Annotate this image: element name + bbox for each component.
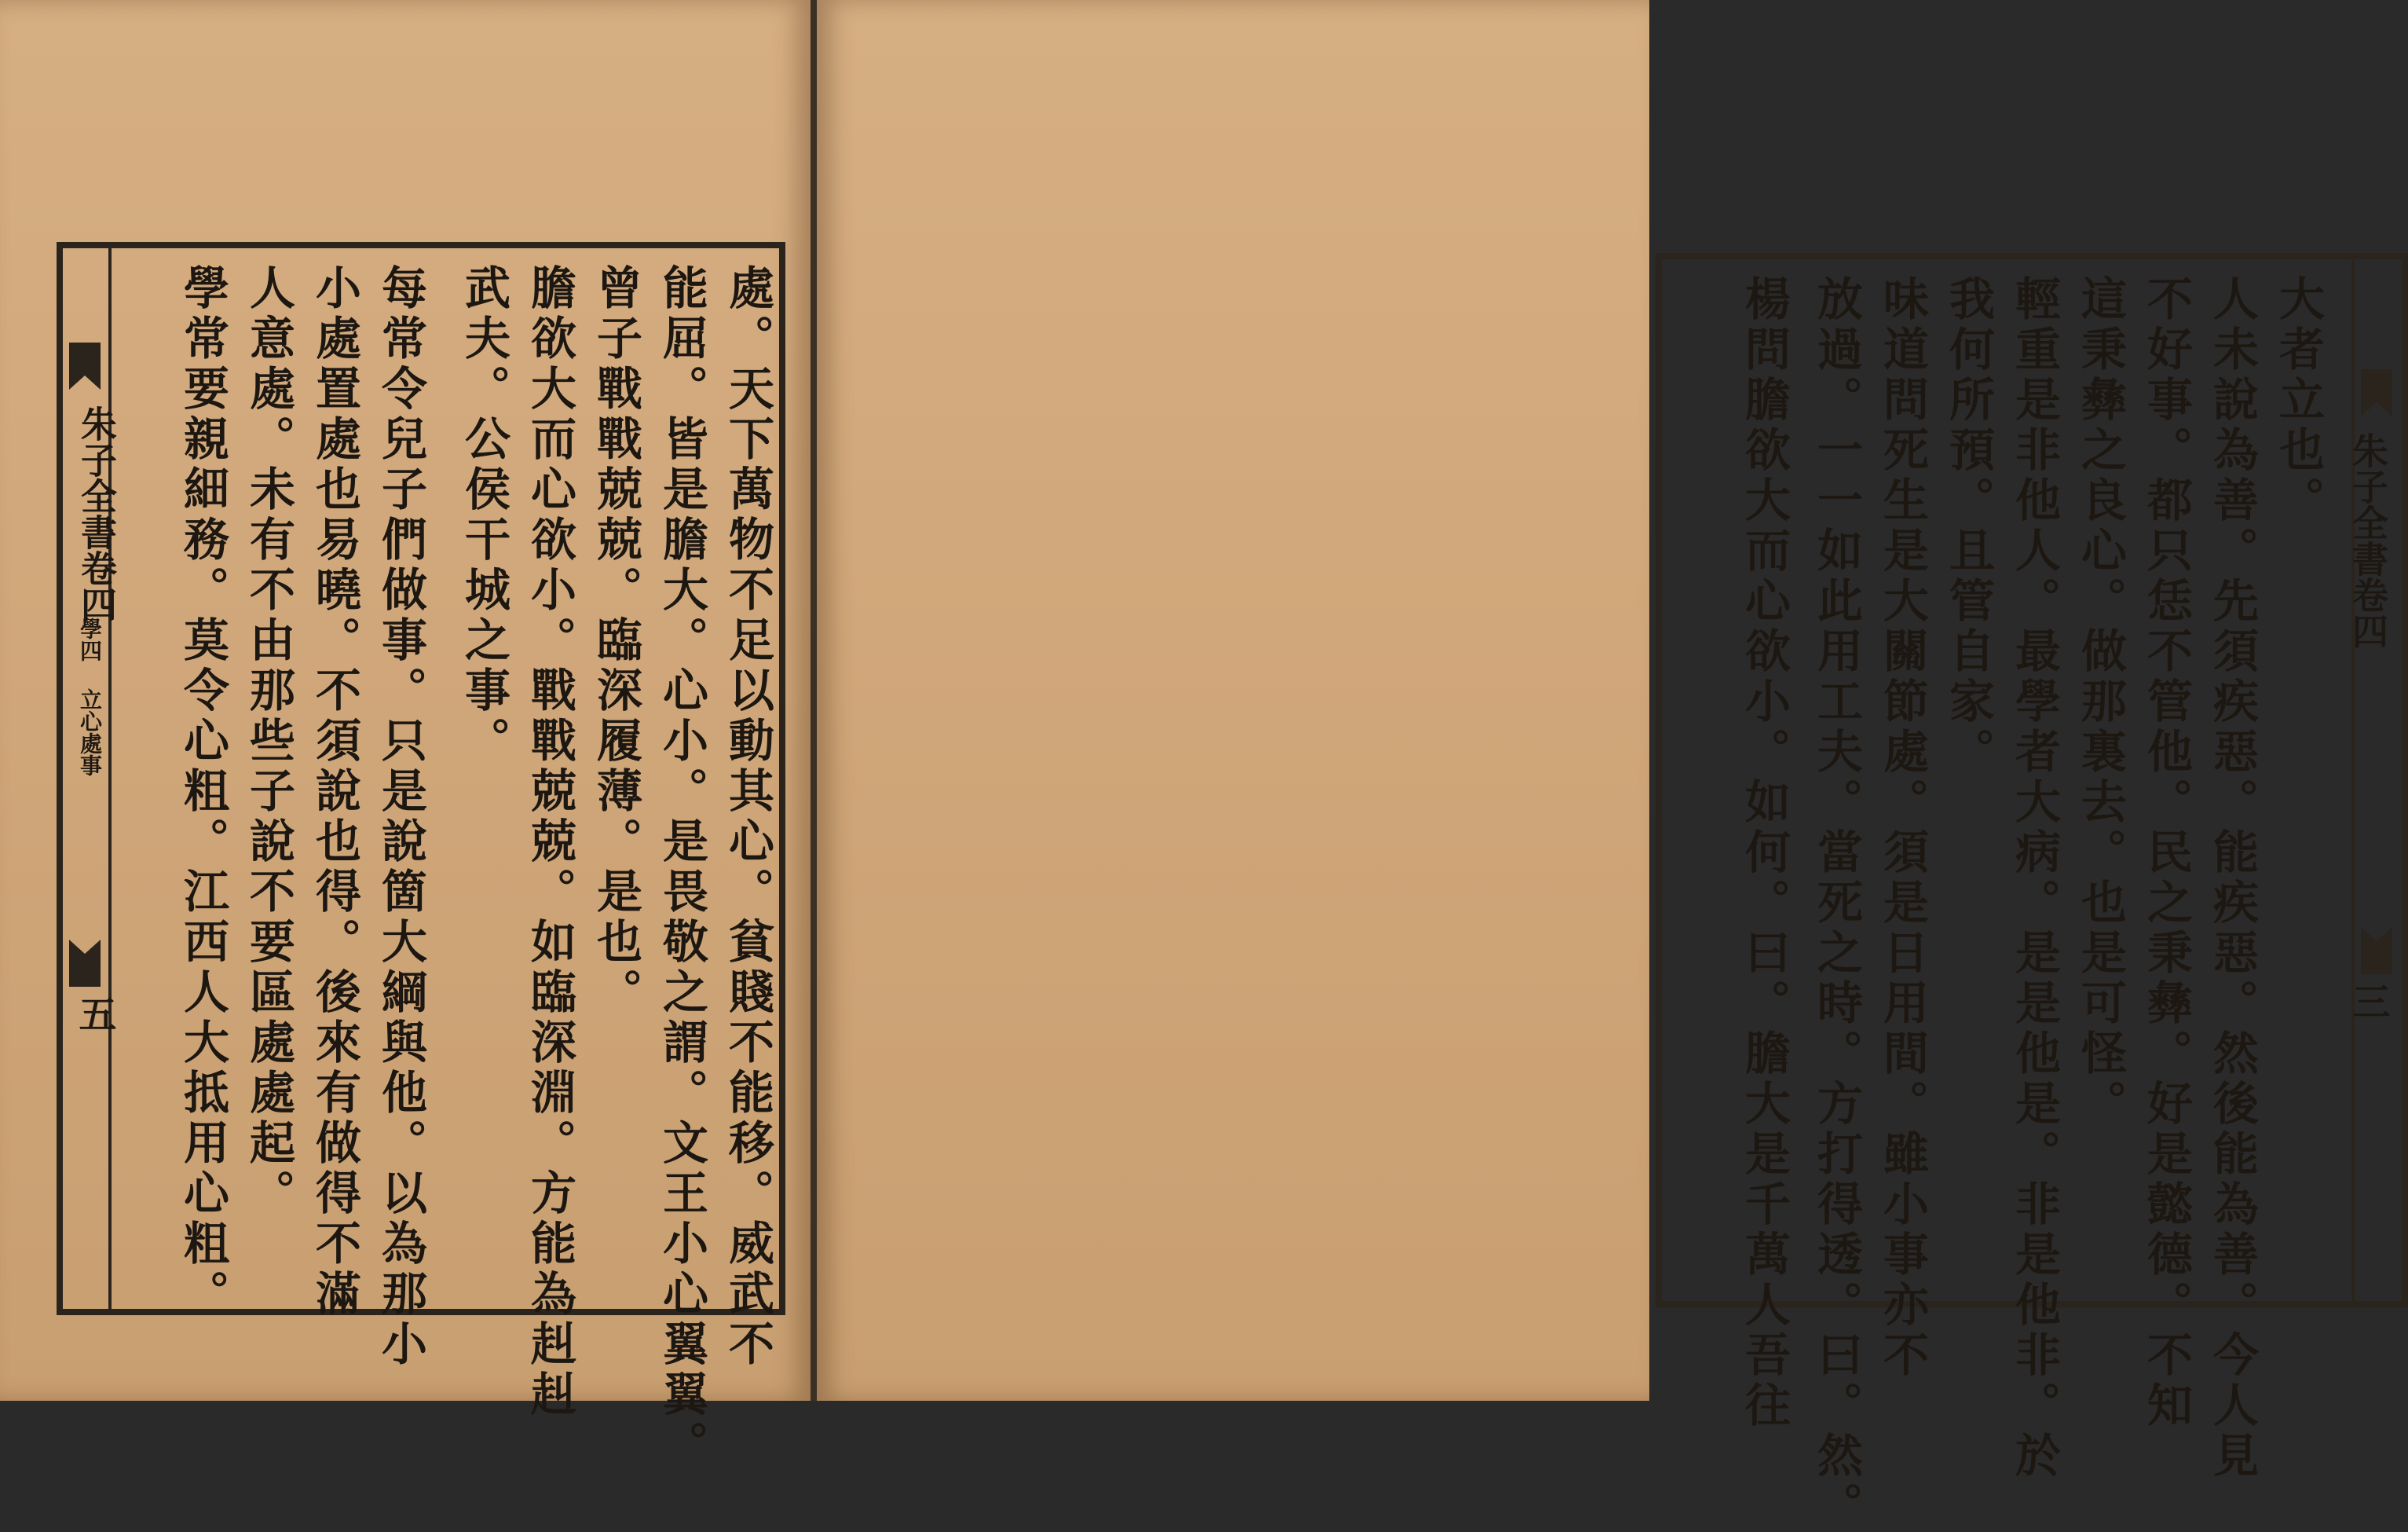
left-spine-title: 朱子全書卷四 [75,405,118,622]
left-col-9: 學常要親細務。莫令心粗。江西人大抵用心粗。 [176,264,229,1320]
right-fishtail-bottom [2361,927,2392,974]
left-spine-section: 學四 [77,618,103,662]
left-page-number: 五 [72,995,116,1032]
right-text-frame [1656,253,2408,1532]
left-text-frame [57,242,785,1471]
left-fishtail-bottom [69,940,101,987]
right-col-8: 放過。一一如此用工夫。當死之時。方打得透。曰。然。 [1810,275,1863,1532]
left-fishtail-top [69,343,101,390]
left-col-3: 曾子戰戰兢兢。臨深履薄。是也。 [589,264,642,1018]
left-col-2: 能屈。皆是膽大。心小。是畏敬之謂。文王小心翼翼。 [655,264,708,1471]
right-spine-rule [2351,259,2355,1301]
right-col-2: 人未說為善。先須疾惡。能疾惡。然後能為善。今人見 [2205,275,2259,1482]
left-col-1: 處。天下萬物不足以動其心。貧賤不能移。威武不 [721,264,774,1370]
right-spine-title: 朱子全書卷四 [2347,432,2389,649]
right-col-3: 不好事。都只恁不管他。民之秉彝。好是懿德。不知 [2139,275,2193,1431]
right-page [817,0,2390,1532]
right-page-number: 三 [2346,982,2390,1020]
right-col-1: 大者立也。 [2271,275,2325,526]
left-spine-subsection: 立心處事 [77,688,103,776]
left-col-6: 每常令兒子們做事。只是說箇大綱與他。以為那小 [374,264,427,1370]
right-col-9: 楊問膽欲大而心欲小。如何。曰。膽大是千萬人吾往 [1737,275,1791,1431]
right-fishtail-top [2361,369,2392,416]
left-col-7: 小處置處也易曉。不須說也得。後來有做得不滿 [308,264,361,1320]
right-col-7: 味道問死生是大關節處。須是日用間。雖小事亦不 [1876,275,1929,1381]
left-col-4: 膽欲大而心欲小。戰戰兢兢。如臨深淵。方能為赳赳 [523,264,576,1420]
book-gutter [811,0,817,1401]
right-col-4: 這秉彝之良心。做那裏去。也是可怪。 [2073,275,2127,1130]
right-col-6: 我何所預。且管自家。 [1941,275,1995,778]
left-page [0,0,811,1471]
left-col-8: 人意處。未有不由那些子說不要區處處起。 [242,264,295,1219]
right-col-5: 輕重是非他人。最學者大病。是是他是。非是他非。於 [2007,275,2061,1482]
left-col-5: 武夫。公侯干城之事。 [457,264,511,767]
